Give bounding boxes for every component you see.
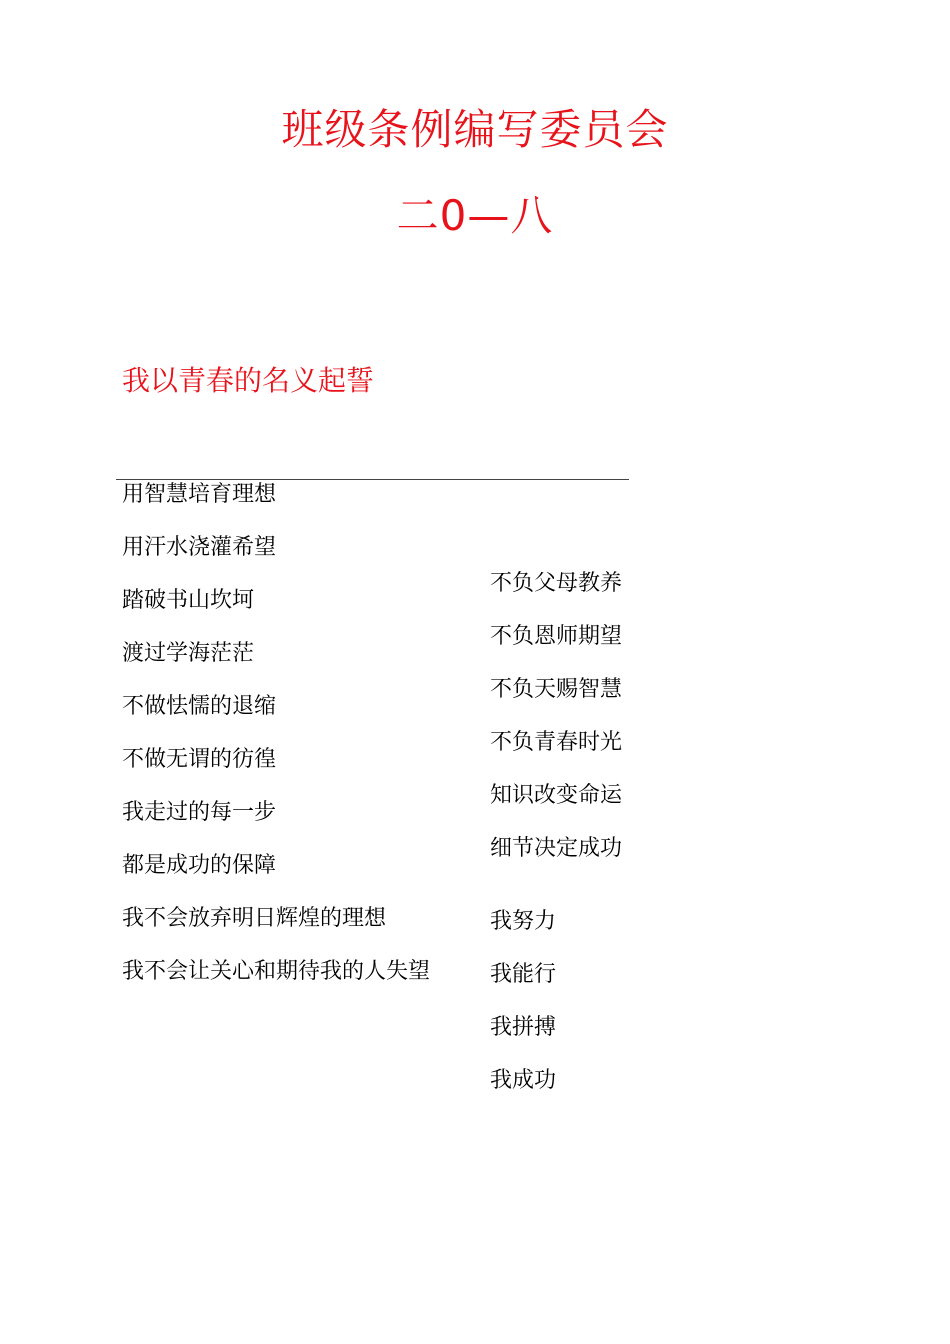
oath-line: 踏破书山坎坷 (122, 588, 255, 613)
oath-line: 不做怯懦的退缩 (122, 694, 277, 719)
oath-line: 渡过学海茫茫 (122, 641, 255, 666)
pledge-line: 知识改变命运 (490, 783, 623, 808)
pledge-line: 我成功 (490, 1068, 557, 1093)
pledge-line: 不负青春时光 (490, 730, 623, 755)
oath-line: 用智慧培育理想 (122, 482, 277, 507)
oath-line: 都是成功的保障 (122, 853, 277, 878)
pledge-line: 不负天赐智慧 (490, 677, 623, 702)
pledge-line: 我拼搏 (490, 1015, 557, 1040)
pledge-line: 我能行 (490, 962, 557, 987)
oath-left-column (122, 480, 430, 1010)
year-title: 二0—八 (396, 191, 554, 240)
oath-line: 用汗水浇灌希望 (122, 535, 277, 560)
oath-line: 不做无谓的彷徨 (122, 747, 277, 772)
oath-line: 我不会放弃明日辉煌的理想 (122, 906, 387, 931)
pledge-line: 我努力 (490, 909, 557, 934)
pledge-line: 不负恩师期望 (490, 624, 623, 649)
oath-line: 我不会让关心和期待我的人失望 (122, 959, 431, 984)
oath-right-column (473, 571, 623, 1101)
committee-title: 班级条例编写委员会 (281, 105, 669, 154)
oath-line: 我走过的每一步 (122, 800, 277, 825)
oath-heading: 我以青春的名义起誓 (122, 364, 375, 397)
pledge-line: 不负父母教养 (490, 571, 623, 596)
pledge-line: 细节决定成功 (490, 836, 623, 861)
